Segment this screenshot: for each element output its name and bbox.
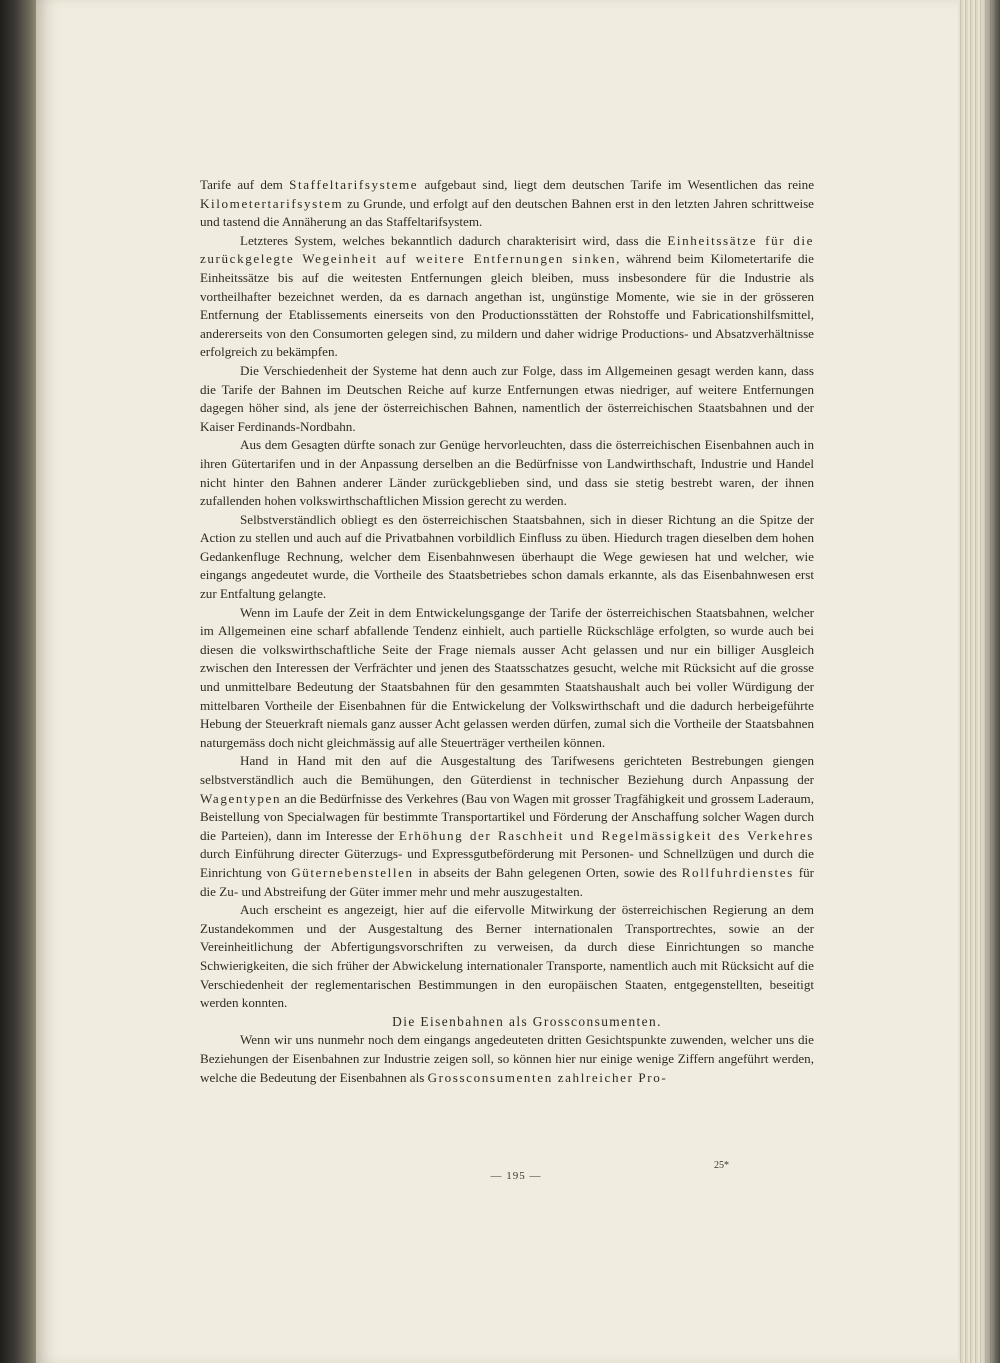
paragraph-8 [200, 901, 814, 1013]
spaced-emphasis: Wagentypen [200, 790, 282, 806]
text-run: Die Verschiedenheit der Systeme hat denn auch zur Folge, dass im Allgemeinen gesagt werden kann, dass die Tarife der Bahnen im Deutschen Reiche auf kurze Entfernungen etwas niedriger, auf weitere Entfernungen dagegen höher sind, als jene der österreichischen Bahnen, namentlich der österreichischen Staatsbahnen und der Kaiser Ferdinands-Nordbahn. [200, 362, 814, 434]
text-run: Tarife auf dem [200, 177, 290, 192]
signature-mark: 25* [714, 1160, 729, 1171]
spaced-emphasis: Kilometertarifsystem [200, 195, 344, 211]
section-heading: Die Eisenbahnen als Grossconsumenten. [392, 1013, 662, 1029]
book-binding-edge [0, 0, 36, 1363]
text-run: durch Einführung directer Güterzugs- und Expressgutbeförderung mit Personen- und Schnellzügen und durch die Einrichtung von [200, 846, 814, 880]
text-run: Letzteres System, welches bekanntlich dadurch charakterisirt wird, dass die [240, 232, 668, 248]
book-page [36, 0, 958, 1363]
text-run: Auch erscheint es angezeigt, hier auf die eifervolle Mitwirkung der österreichischen Regierung an dem Zustandekommen und der Ausgestaltung des Berner internationalen Transportrechtes, sowie an der Vereinheitlichung der Abfertigungsvorschriften zu verweisen, da durch diese Einrichtungen so manche Schwierigkeiten, die sich früher der Abwickelung internationaler Transporte, namentlich auch mit Rücksicht auf die Verschiedenheit der reglementarischen Bestimmungen in den europäischen Staaten, entgegenstellten, beseitigt werden konnten. [200, 902, 814, 1011]
spaced-emphasis: Güternebenstellen [291, 864, 414, 880]
text-run: Aus dem Gesagten dürfte sonach zur Genüge hervorleuchten, dass die österreichischen Eisenbahnen auch in ihren Gütertarifen und in der Anpassung derselben an die Bedürfnisse von Landwirthschaft, Industrie und Handel nicht hinter den Bahnen anderer Länder zurückgeblieben sind, und dass sie stetig bestrebt waren, der ihnen zufallenden hohen volkswirthschaftlichen Mission gerecht zu werden. [200, 437, 814, 509]
spaced-emphasis: Staffeltarifsysteme [289, 177, 419, 192]
text-run: für die Zu- und Abstreifung der Güter immer mehr und mehr auszugestalten. [200, 864, 814, 899]
paragraph-2 [200, 232, 814, 362]
paragraph-9 [200, 1031, 814, 1087]
text-run: in abseits der Bahn gelegenen Orten, sowie des [413, 864, 682, 880]
text-run: Wenn im Laufe der Zeit in dem Entwickelungsgange der Tarife der österreichischen Staatsbahnen, welcher im Allgemeinen eine scharf abfallende Tendenz einhielt, auch partielle Rückschläge erfolgten, so wurde auch bei diesen die volkswirthschaftliche Seite der Frage niemals ausser Acht gelassen und nur ein billiger Ausgleich zwischen den Interessen der Verfrächter und jenen des Staatsschatzes gesucht, welche mit Rücksicht auf die grosse und unmittelbare Bedeutung der Staatsbahnen für den gesammten Staatshaushalt auch bei voller Würdigung der mittelbaren Vortheile der Eisenbahnen für die Entwickelung der Volkswirthschaft und die dadurch herbeigeführte Hebung der Steuerkraft niemals ganz ausser Acht gelassen werden dürfen, zumal sich die Vortheile der Staatsbahnen naturgemäss doch nicht gleichmässig auf alle Steuerträger vertheilen können. [200, 604, 814, 750]
spaced-emphasis: Einheitssätze für die zurückgelegte Wegeinheit auf weitere Entfernungen sinken [200, 232, 814, 267]
page-footer [36, 1160, 958, 1190]
text-run: Selbstverständlich obliegt es den österreichischen Staatsbahnen, sich in dieser Richtung an die Spitze der Action zu stellen und auch auf die Privatbahnen vorbildlich Einfluss zu üben. Hiedurch tragen dieselben dem hohen Gedankenfluge Rechnung, welcher dem Eisenbahnwesen überhaupt die Wege gewiesen hat und welcher, wie eingangs angedeutet wurde, die Vortheile des Staatsbetriebes schon damals erkannte, als das Eisenbahnwesen erst zur Entfaltung gelangte. [200, 511, 814, 602]
text-run: Hand in Hand mit den auf die Ausgestaltung des Tarifwesens gerichteten Bestrebungen giengen selbstverständlich auch die Bemühungen, den Güterdienst in technischer Beziehung durch Anpassung der [200, 753, 814, 787]
text-run: Wenn wir uns nunmehr noch dem eingangs angedeuteten dritten Gesichtspunkte zuwenden, welcher uns die Beziehungen der Eisenbahnen zur Industrie zeigen soll, so können hier nur einige wenige Ziffern angeführt werden, welche die Bedeutung der Eisenbahnen als [200, 1032, 814, 1085]
text-run: an die Bedürfnisse des Verkehres (Bau von Wagen mit grosser Tragfähigkeit und grossem Laderaum, Beistellung von Specialwagen für bestimmte Transportartikel und Förderung der Anschaffung solcher Wagen durch die Parteien), dann im Interesse der [200, 790, 814, 843]
paragraph-1 [200, 176, 814, 232]
paragraph-6 [200, 604, 814, 753]
paragraph-5 [200, 511, 814, 604]
text-run: , während beim Kilometertarife die Einheitssätze bis auf die weitesten Entfernungen gleich bleiben, muss insbesondere für die Industrie als vortheilhafter bezeichnet werden, da es darnach angethan ist, ungünstige Momente, wie sie in der grösseren Entfernung der Etablissements einerseits von den Productionsstätten der Rohstoffe und Fabricationshilfsmittel, andererseits von den Consumorten gelegen sind, zu mildern und daher widrige Productions- und Absatzverhältnisse erfolgreich zu bekämpfen. [200, 251, 814, 360]
spaced-emphasis: Grossconsumenten zahlreicher Pro- [427, 1069, 668, 1085]
spaced-emphasis: Rollfuhrdienstes [681, 864, 794, 880]
text-run: zu Grunde, und erfolgt auf den deutschen Bahnen erst in den letzten Jahren schrittweise und tastend die Annäherung an das Staffeltarifsystem. [200, 195, 814, 230]
text-run: aufgebaut sind, liegt dem deutschen Tarife im Wesentlichen das reine [418, 177, 815, 192]
spaced-emphasis: Erhöhung der Raschheit und Regelmässigkeit des Verkehres [398, 827, 814, 843]
paragraph-3 [200, 362, 814, 436]
page-body [200, 176, 814, 1087]
page-stack-edge [958, 0, 1000, 1363]
paragraph-4 [200, 436, 814, 510]
paragraph-7 [200, 752, 814, 901]
page-number: — 195 — [490, 1170, 542, 1182]
